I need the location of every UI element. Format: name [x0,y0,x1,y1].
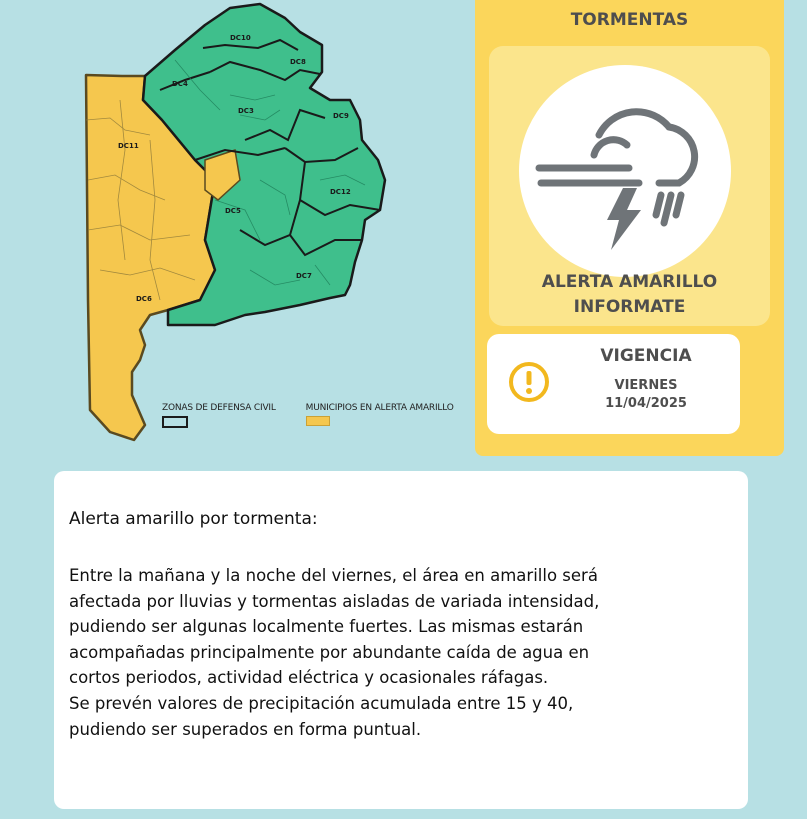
alert-description-heading: Alerta amarillo por tormenta: [69,509,318,529]
vigencia-card [487,334,740,434]
map-legend [162,403,454,428]
storm-cloud-lightning-icon [519,65,731,277]
zone-label-dc10: DC10 [230,34,251,42]
zone-label-dc5: DC5 [225,207,241,215]
description-line: afectada por lluvias y tormentas aisladas de variada intensidad, [69,591,600,611]
zone-label-dc7: DC7 [296,272,312,280]
alert-level-text: ALERTA AMARILLO [541,272,718,292]
weather-icon-circle [519,65,731,277]
panel-title: TORMENTAS [570,10,689,30]
warning-exclamation-icon [507,360,551,404]
legend-zones-swatch [162,416,188,428]
legend-zones-label: ZONAS DE DEFENSA CIVIL [162,403,276,413]
province-map-svg [0,0,470,460]
province-map [0,0,470,460]
vigencia-day: VIERNES [614,378,678,393]
alert-description-box [54,471,748,809]
legend-zones [162,403,276,428]
alert-description-body [69,563,739,742]
description-line: Se prevén valores de precipitación acumulada entre 15 y 40, [69,693,574,713]
zone-label-dc12: DC12 [330,188,351,196]
legend-yellow [306,403,454,426]
alert-panel [475,0,784,456]
zone-label-dc9: DC9 [333,112,349,120]
zone-label-dc4: DC4 [172,80,188,88]
vigencia-title: VIGENCIA [600,346,692,366]
zone-label-dc8: DC8 [290,58,306,66]
legend-yellow-swatch [306,416,330,426]
description-line: cortos periodos, actividad eléctrica y ocasionales ráfagas. [69,668,549,688]
vigencia-date: 11/04/2025 [605,396,687,411]
legend-yellow-label: MUNICIPIOS EN ALERTA AMARILLO [305,403,454,413]
zone-label-dc3: DC3 [238,107,254,115]
alert-informate-text: INFORMATE [573,297,686,317]
alert-card [489,46,770,326]
description-line: pudiendo ser algunas localmente fuertes. Las mismas estarán [69,617,584,637]
zone-label-dc6: DC6 [136,295,152,303]
zone-label-dc11: DC11 [118,142,139,150]
description-line: Entre la mañana y la noche del viernes, el área en amarillo será [69,566,598,585]
description-line: pudiendo ser superados en forma puntual. [69,719,422,739]
description-line: acompañadas principalmente por abundante caída de agua en [69,642,590,662]
